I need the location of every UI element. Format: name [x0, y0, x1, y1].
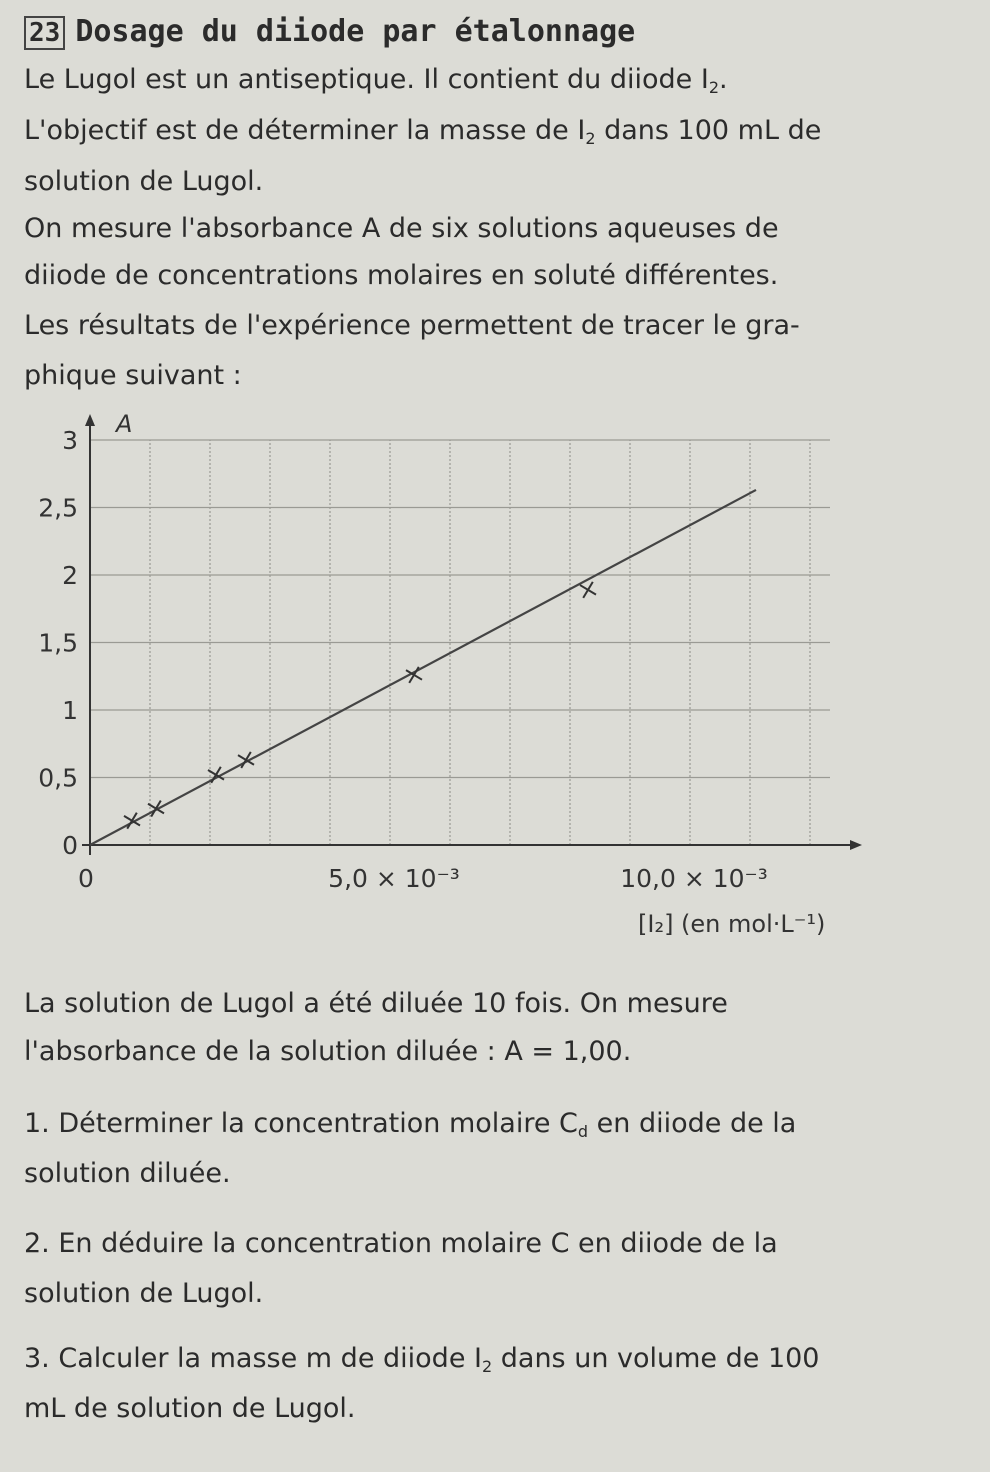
after-line-2: l'absorbance de la solution diluée : A = 1,00. — [24, 1036, 632, 1067]
intro-line-2: L'objectif est de déterminer la masse de $I_2$ dans 100 mL de — [24, 115, 822, 148]
x-tick-label: 5,0 × 10⁻³ — [328, 864, 460, 893]
y-tick-label: 0,5 — [38, 763, 78, 793]
question-1-line-2: solution diluée. — [24, 1158, 231, 1189]
intro-line-1: Le Lugol est un antiseptique. Il contient du diiode $I_2$. — [24, 64, 728, 97]
exercise-title: Dosage du diiode par étalonnage — [75, 14, 636, 49]
y-tick-label: 1,5 — [38, 628, 78, 658]
x-axis-label: [I₂] (en mol·L⁻¹) — [638, 910, 826, 938]
y-tick-label: 0 — [62, 831, 78, 860]
x-tick-label: 10,0 × 10⁻³ — [620, 864, 768, 893]
fit-line — [90, 490, 756, 845]
question-2-line-1: 2. En déduire la concentration molaire C en diiode de la — [24, 1228, 778, 1259]
intro-line-6: Les résultats de l'expérience permettent de tracer le gra- — [24, 310, 800, 341]
chart-grid — [90, 440, 830, 845]
y-tick-label: 1 — [62, 696, 78, 725]
data-point — [580, 582, 596, 598]
calibration-chart — [0, 400, 990, 960]
after-line-1: La solution de Lugol a été diluée 10 fois. On mesure — [24, 988, 728, 1019]
chart-fit-line — [90, 490, 756, 845]
chart-tick-labels — [38, 426, 768, 893]
y-axis-label: A — [116, 410, 133, 438]
question-2-line-2: solution de Lugol. — [24, 1278, 264, 1309]
x-axis-arrow-icon — [850, 840, 862, 850]
question-3-line-2: mL de solution de Lugol. — [24, 1393, 356, 1424]
intro-line-4: On mesure l'absorbance A de six solutions aqueuses de — [24, 213, 779, 244]
y-tick-label: 2,5 — [38, 493, 78, 523]
intro-line-3: solution de Lugol. — [24, 166, 264, 197]
x-tick-label: 0 — [78, 864, 94, 893]
chart-points — [124, 582, 596, 829]
intro-line-5: diiode de concentrations molaires en soluté différentes. — [24, 260, 779, 291]
y-tick-label: 2 — [62, 561, 78, 590]
exercise-header — [24, 14, 635, 50]
y-tick-label: 3 — [62, 426, 78, 455]
intro-line-7: phique suivant : — [24, 360, 242, 391]
y-axis-arrow-icon — [85, 414, 95, 426]
question-3-line-1: 3. Calculer la masse m de diiode $I_2$ dans un volume de 100 — [24, 1343, 820, 1376]
question-1-line-1: 1. Déterminer la concentration molaire $C_d$ en diiode de la — [24, 1108, 797, 1141]
exercise-number: 23 — [24, 16, 65, 50]
chart-axes — [82, 414, 862, 855]
